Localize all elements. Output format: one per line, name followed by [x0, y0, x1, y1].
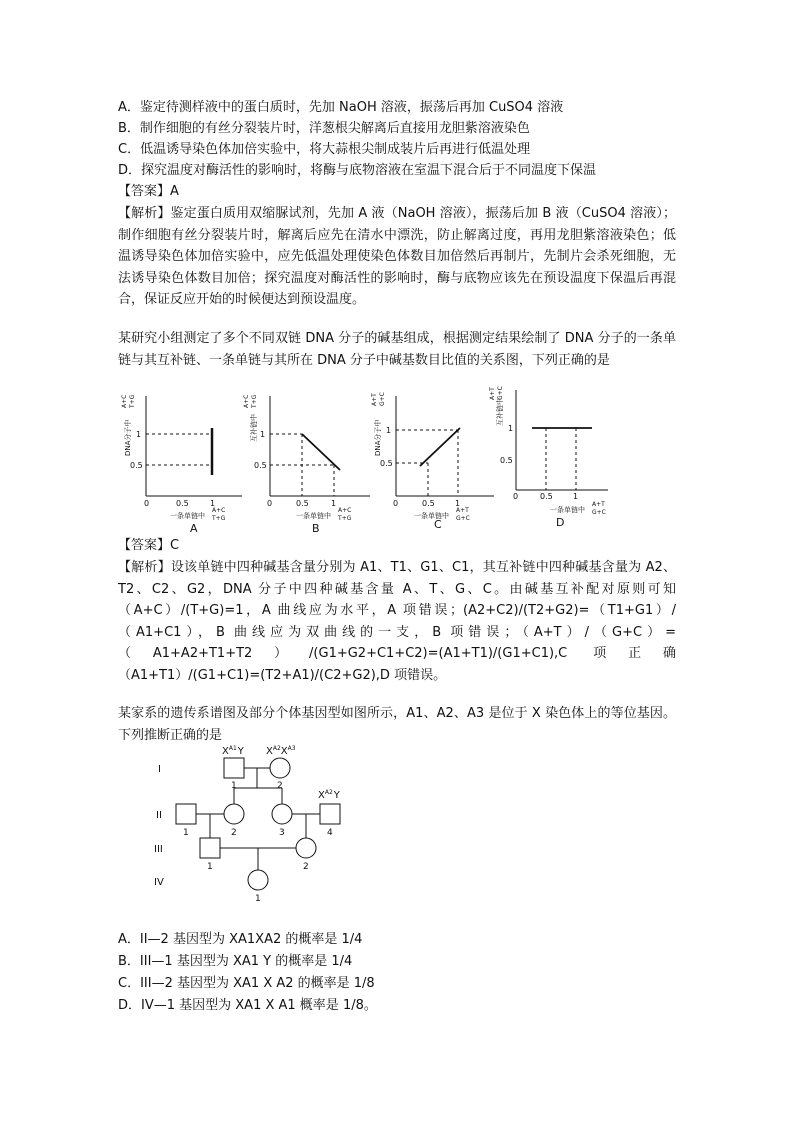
graph-b-xtick-0: 0 — [267, 499, 273, 508]
q3-option-a: A．II—2 基因型为 XA1XA2 的概率是 1/4 — [118, 932, 363, 947]
graph-b-yden: T+G — [251, 394, 258, 408]
graph-b-xtick-05: 0.5 — [296, 499, 309, 508]
num-i1: 1 — [231, 781, 237, 791]
q2-answer: 【答案】C — [118, 538, 180, 553]
pedigree-iv1-female — [248, 870, 268, 890]
graph-a-xnum: A+C — [212, 507, 226, 514]
pedigree-ii2-female — [224, 804, 244, 824]
gen-label-iii: III — [154, 844, 163, 855]
graph-b-xlabel: 一条单链中 — [296, 512, 331, 520]
gen-label-ii: II — [156, 810, 162, 821]
graph-d-yden: G+C — [497, 386, 504, 400]
genotype-i1: $X^{A1}Y$ — [222, 745, 244, 757]
graph-b-ytick-1: 1 — [260, 430, 266, 439]
graph-d-xnum: A+T — [592, 501, 605, 508]
graph-c-xden: G+C — [456, 515, 470, 522]
graph-a-xtick-0: 0 — [144, 499, 150, 508]
num-ii3: 3 — [279, 828, 285, 838]
graph-c-xtick-1: 1 — [455, 499, 461, 508]
q3-stem: 某家系的遗传系谱图及部分个体基因型如图所示，A1、A2、A3 是位于 X 染色体上的等位基因。下列推断正确的是 — [118, 706, 676, 743]
q1-analysis: 【解析】鉴定蛋白质用双缩脲试剂，先加 A 液（NaOH 溶液），振荡后加 B 液（CuSO4 溶液）；制作细胞有丝分裂装片时，解离后应先在清水中漂洗，防止解离过度，再用龙胆紫溶液染色；低温诱导染色体加倍实验中，应先低温处理使染色体数目加倍然后再制片，先制片会杀死细胞，无法诱导染色体数目加倍；探究温度对酶活性的影响时，酶与底物应该先在预设温度下保温后再混合，保证反应开始的时候便达到预设温度。 — [118, 206, 676, 307]
graph-b-xnum: A+C — [338, 507, 352, 514]
pedigree-chart — [150, 742, 380, 907]
pedigree-ii4-male — [320, 804, 340, 824]
num-iii1: 1 — [207, 862, 213, 872]
graph-d-xtick-0: 0 — [513, 492, 519, 501]
pedigree-iii2-female — [296, 838, 316, 858]
num-iii2: 2 — [303, 862, 309, 872]
graph-d-letter: D — [556, 516, 565, 529]
graph-a — [146, 396, 242, 496]
graph-b-ylabel: 互补链中 — [250, 414, 258, 442]
graph-a-ynum: A+C — [121, 394, 128, 408]
graph-a-xtick-1: 1 — [210, 499, 216, 508]
num-ii4: 4 — [327, 828, 333, 838]
graph-c-ylabel: DNA分子中 — [374, 419, 382, 456]
graph-d-xlabel: 一条单链中 — [550, 506, 585, 514]
graph-d-ynum: A+T — [489, 387, 496, 400]
graph-b-xtick-1: 1 — [331, 499, 337, 508]
q2-analysis: 【解析】设该单链中四种碱基含量分别为 A1、T1、G1、C1，其互补链中四种碱基含量为 A2、T2、C2、G2，DNA 分子中四种碱基含量 A、T、G、C。由碱基互补配对原则可知（A+C）/(T+G)=1，A 曲线应为水平，A 项错误；(A2+C2)/(T2+G2)=（T1+G1）/（A1+C1），B 曲线应为双曲线的一支，B 项错误；（A+T）/（G+C）=（A1+A2+T1+T2）/(G1+G2+C1+C2)=(A1+T1)/(G1+C1),C 项正确（A1+T1）/(G1+C1)=(T2+A1)/(C2+G2),D 项错误。 — [118, 560, 676, 683]
graph-b-ytick-05: 0.5 — [254, 461, 267, 470]
graph-d-ytick-1: 1 — [508, 424, 514, 433]
q2-stem: 某研究小组测定了多个不同双链 DNA 分子的碱基组成，根据测定结果绘制了 DNA 分子的一条单链与其互补链、一条单链与其所在 DNA 分子中碱基数目比值的关系图，下列正确的是 — [118, 331, 676, 368]
graph-a-letter: A — [190, 522, 198, 535]
num-iv1: 1 — [255, 894, 261, 904]
graph-b-xden: T+G — [338, 515, 352, 522]
num-i2: 2 — [277, 781, 283, 791]
gen-label-i: I — [158, 764, 161, 775]
graph-c-letter: C — [434, 518, 442, 531]
graph-d-ytick-05: 0.5 — [500, 456, 513, 465]
graph-a-ylabel: DNA分子中 — [124, 419, 132, 456]
pedigree-i2-female — [270, 758, 290, 778]
graph-a-xtick-05: 0.5 — [176, 499, 189, 508]
graph-c-xlabel: 一条单链中 — [414, 512, 449, 520]
pedigree-i1-male — [224, 758, 244, 778]
graph-a-ytick-05: 0.5 — [130, 461, 143, 470]
graph-d-xtick-05: 0.5 — [540, 492, 553, 501]
q3-option-b: B．III—1 基因型为 XA1 Y 的概率是 1/4 — [118, 954, 353, 969]
dna-ratio-graphs — [112, 378, 632, 538]
pedigree-iii1-male — [200, 838, 220, 858]
graph-c-ynum: A+T — [371, 393, 378, 406]
q3-option-c: C．III—2 基因型为 XA1 X A2 的概率是 1/8 — [118, 976, 375, 991]
graph-d-xtick-1: 1 — [573, 492, 579, 501]
graph-c-yden: G+C — [379, 392, 386, 406]
graph-c-xnum: A+T — [456, 507, 469, 514]
q3-option-d: D．IV—1 基因型为 XA1 X A1 概率是 1/8。 — [118, 998, 377, 1013]
graph-c — [396, 396, 494, 496]
pedigree-ii1-male — [176, 804, 196, 824]
graph-a-xlabel: 一条单链中 — [170, 512, 205, 520]
graph-d-ylabel: 互补链中 — [496, 398, 504, 426]
q1-option-b: B．制作细胞的有丝分裂装片时，洋葱根尖解离后直接用龙胆紫溶液染色 — [118, 121, 530, 136]
q1-option-c: C．低温诱导染色体加倍实验中，将大蒜根尖制成装片后再进行低温处理 — [118, 142, 531, 157]
q1-answer: 【答案】A — [118, 184, 179, 199]
graph-b-letter: B — [312, 522, 320, 535]
graph-c-xtick-0: 0 — [393, 499, 399, 508]
pedigree-ii3-female — [272, 804, 292, 824]
graph-c-ytick-05: 0.5 — [380, 459, 393, 468]
q1-option-a: A．鉴定待测样液中的蛋白质时，先加 NaOH 溶液，振荡后再加 CuSO4 溶液 — [118, 100, 564, 115]
num-ii1: 1 — [183, 828, 189, 838]
genotype-i2: $X^{A2}X^{A3}$ — [266, 745, 296, 757]
gen-label-iv: IV — [154, 877, 164, 888]
graph-a-ytick-1: 1 — [136, 430, 142, 439]
graph-b-ynum: A+C — [243, 394, 250, 408]
graph-a-xden: T+G — [212, 515, 226, 522]
graph-d-xden: G+C — [592, 509, 606, 516]
graph-c-xtick-05: 0.5 — [422, 499, 435, 508]
graph-c-curve — [420, 428, 460, 466]
graph-b — [270, 396, 370, 496]
q1-option-d: D．探究温度对酶活性的影响时，将酶与底物溶液在室温下混合后于不同温度下保温 — [118, 163, 597, 178]
graph-d — [516, 390, 608, 490]
graph-c-ytick-1: 1 — [386, 426, 392, 435]
num-ii2: 2 — [231, 828, 237, 838]
graph-a-yden: T+G — [129, 394, 136, 408]
genotype-ii4: $X^{A2}Y$ — [318, 789, 340, 801]
